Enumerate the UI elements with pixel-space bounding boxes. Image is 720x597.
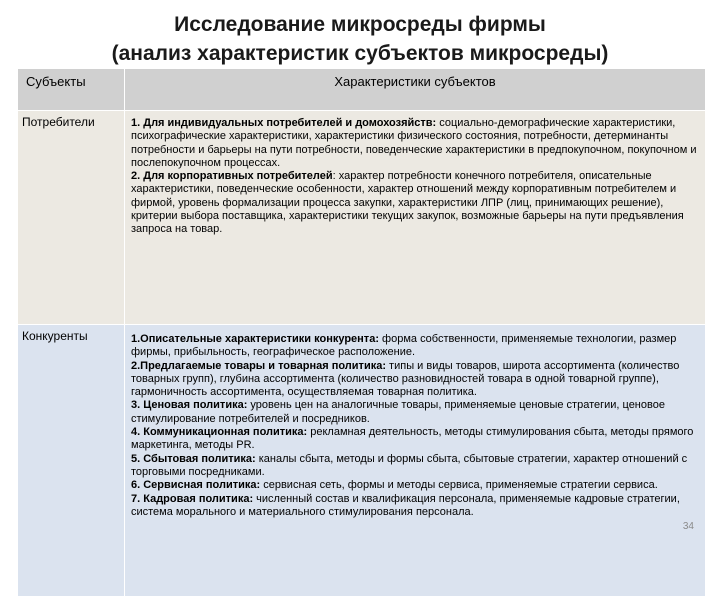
characteristic-label: 5. Сбытовая политика: bbox=[131, 452, 256, 465]
characteristic-label: 4. Коммуникационная политика: bbox=[131, 426, 308, 439]
row-characteristics-consumers bbox=[125, 111, 706, 325]
characteristics-table bbox=[17, 68, 706, 597]
characteristic-label: 6. Сервисная политика: bbox=[131, 479, 261, 492]
characteristic-item bbox=[131, 117, 701, 170]
characteristic-text: уровень цен на аналогичные товары, применяемые ценовые стратегии, ценовое стимулирование потребителей и посредников. bbox=[131, 399, 665, 425]
table-row bbox=[18, 111, 706, 325]
characteristic-label: 3. Ценовая политика: bbox=[131, 399, 248, 412]
characteristic-item bbox=[131, 360, 701, 400]
characteristic-text: рекламная деятельность, методы стимулирования сбыта, методы прямого маркетинга, методы PR. bbox=[131, 426, 694, 452]
slide-title bbox=[0, 10, 720, 68]
table-row bbox=[18, 325, 706, 597]
row-characteristics-competitors bbox=[125, 325, 706, 597]
characteristic-text: численный состав и квалификация персонала, применяемые кадровые стратегии, система морального и материального стимулирования персонала. bbox=[131, 492, 680, 518]
characteristic-label: 1.Описательные характеристики конкурента: bbox=[131, 333, 379, 345]
characteristic-label: 2. Для корпоративных потребителей bbox=[131, 170, 333, 183]
characteristic-item bbox=[131, 493, 701, 520]
characteristic-text: типы и виды товаров, широта ассортимента (количество товарных групп), глубина ассортимента (количество разновидностей товара в одной товарной группе), гармоничность ассортимента, осуществляемая товарная политика. bbox=[131, 359, 680, 399]
characteristic-text: : характер потребности конечного потребителя, описательные характеристики, поведенческие особенности, характер отношений между корпоративным потребителем и фирмой, уровень формализации процесса закупки, характеристики ЛПР (лиц, принимающих решение), критерии выбора поставщика, характеристики текущих закупок, возможные барьеры на пути предъявления запроса на товар. bbox=[131, 170, 684, 236]
title-line-1: Исследование микросреды фирмы bbox=[174, 13, 546, 36]
characteristic-text: каналы сбыта, методы и формы сбыта, сбытовые стратегии, характер отношений с торговыми посредниками. bbox=[131, 452, 688, 478]
page-number: 34 bbox=[682, 521, 694, 532]
title-line-2: (анализ характеристик субъектов микросреды) bbox=[111, 42, 609, 65]
characteristic-label: 1. Для индивидуальных потребителей и домохозяйств: bbox=[131, 117, 437, 129]
characteristic-item bbox=[131, 426, 701, 453]
table-header-row bbox=[18, 69, 706, 111]
row-subject-consumers: Потребители bbox=[18, 111, 125, 325]
header-subjects: Субъекты bbox=[18, 69, 125, 111]
characteristic-text: форма собственности, применяемые технологии, размер фирмы, прибыльность, географическое расположение. bbox=[131, 333, 677, 359]
characteristic-item bbox=[131, 399, 701, 426]
characteristic-item bbox=[131, 170, 701, 236]
characteristic-item bbox=[131, 479, 701, 492]
characteristic-label: 2.Предлагаемые товары и товарная политика: bbox=[131, 359, 386, 372]
characteristic-item bbox=[131, 333, 701, 360]
characteristic-label: 7. Кадровая политика: bbox=[131, 492, 254, 505]
characteristic-item bbox=[131, 453, 701, 480]
row-subject-competitors: Конкуренты bbox=[18, 325, 125, 597]
characteristic-text: социально-демографические характеристики, психографические характеристики, характеристики физического состояния, потребности, детерминанты потребности и барьеры на пути потребности, поведенческие характеристики в предпокупочном, покупочном и послепокупочном процессах. bbox=[131, 117, 697, 169]
header-characteristics: Характеристики субъектов bbox=[125, 69, 706, 111]
characteristic-text: сервисная сеть, формы и методы сервиса, применяемые стратегии сервиса. bbox=[260, 479, 658, 492]
